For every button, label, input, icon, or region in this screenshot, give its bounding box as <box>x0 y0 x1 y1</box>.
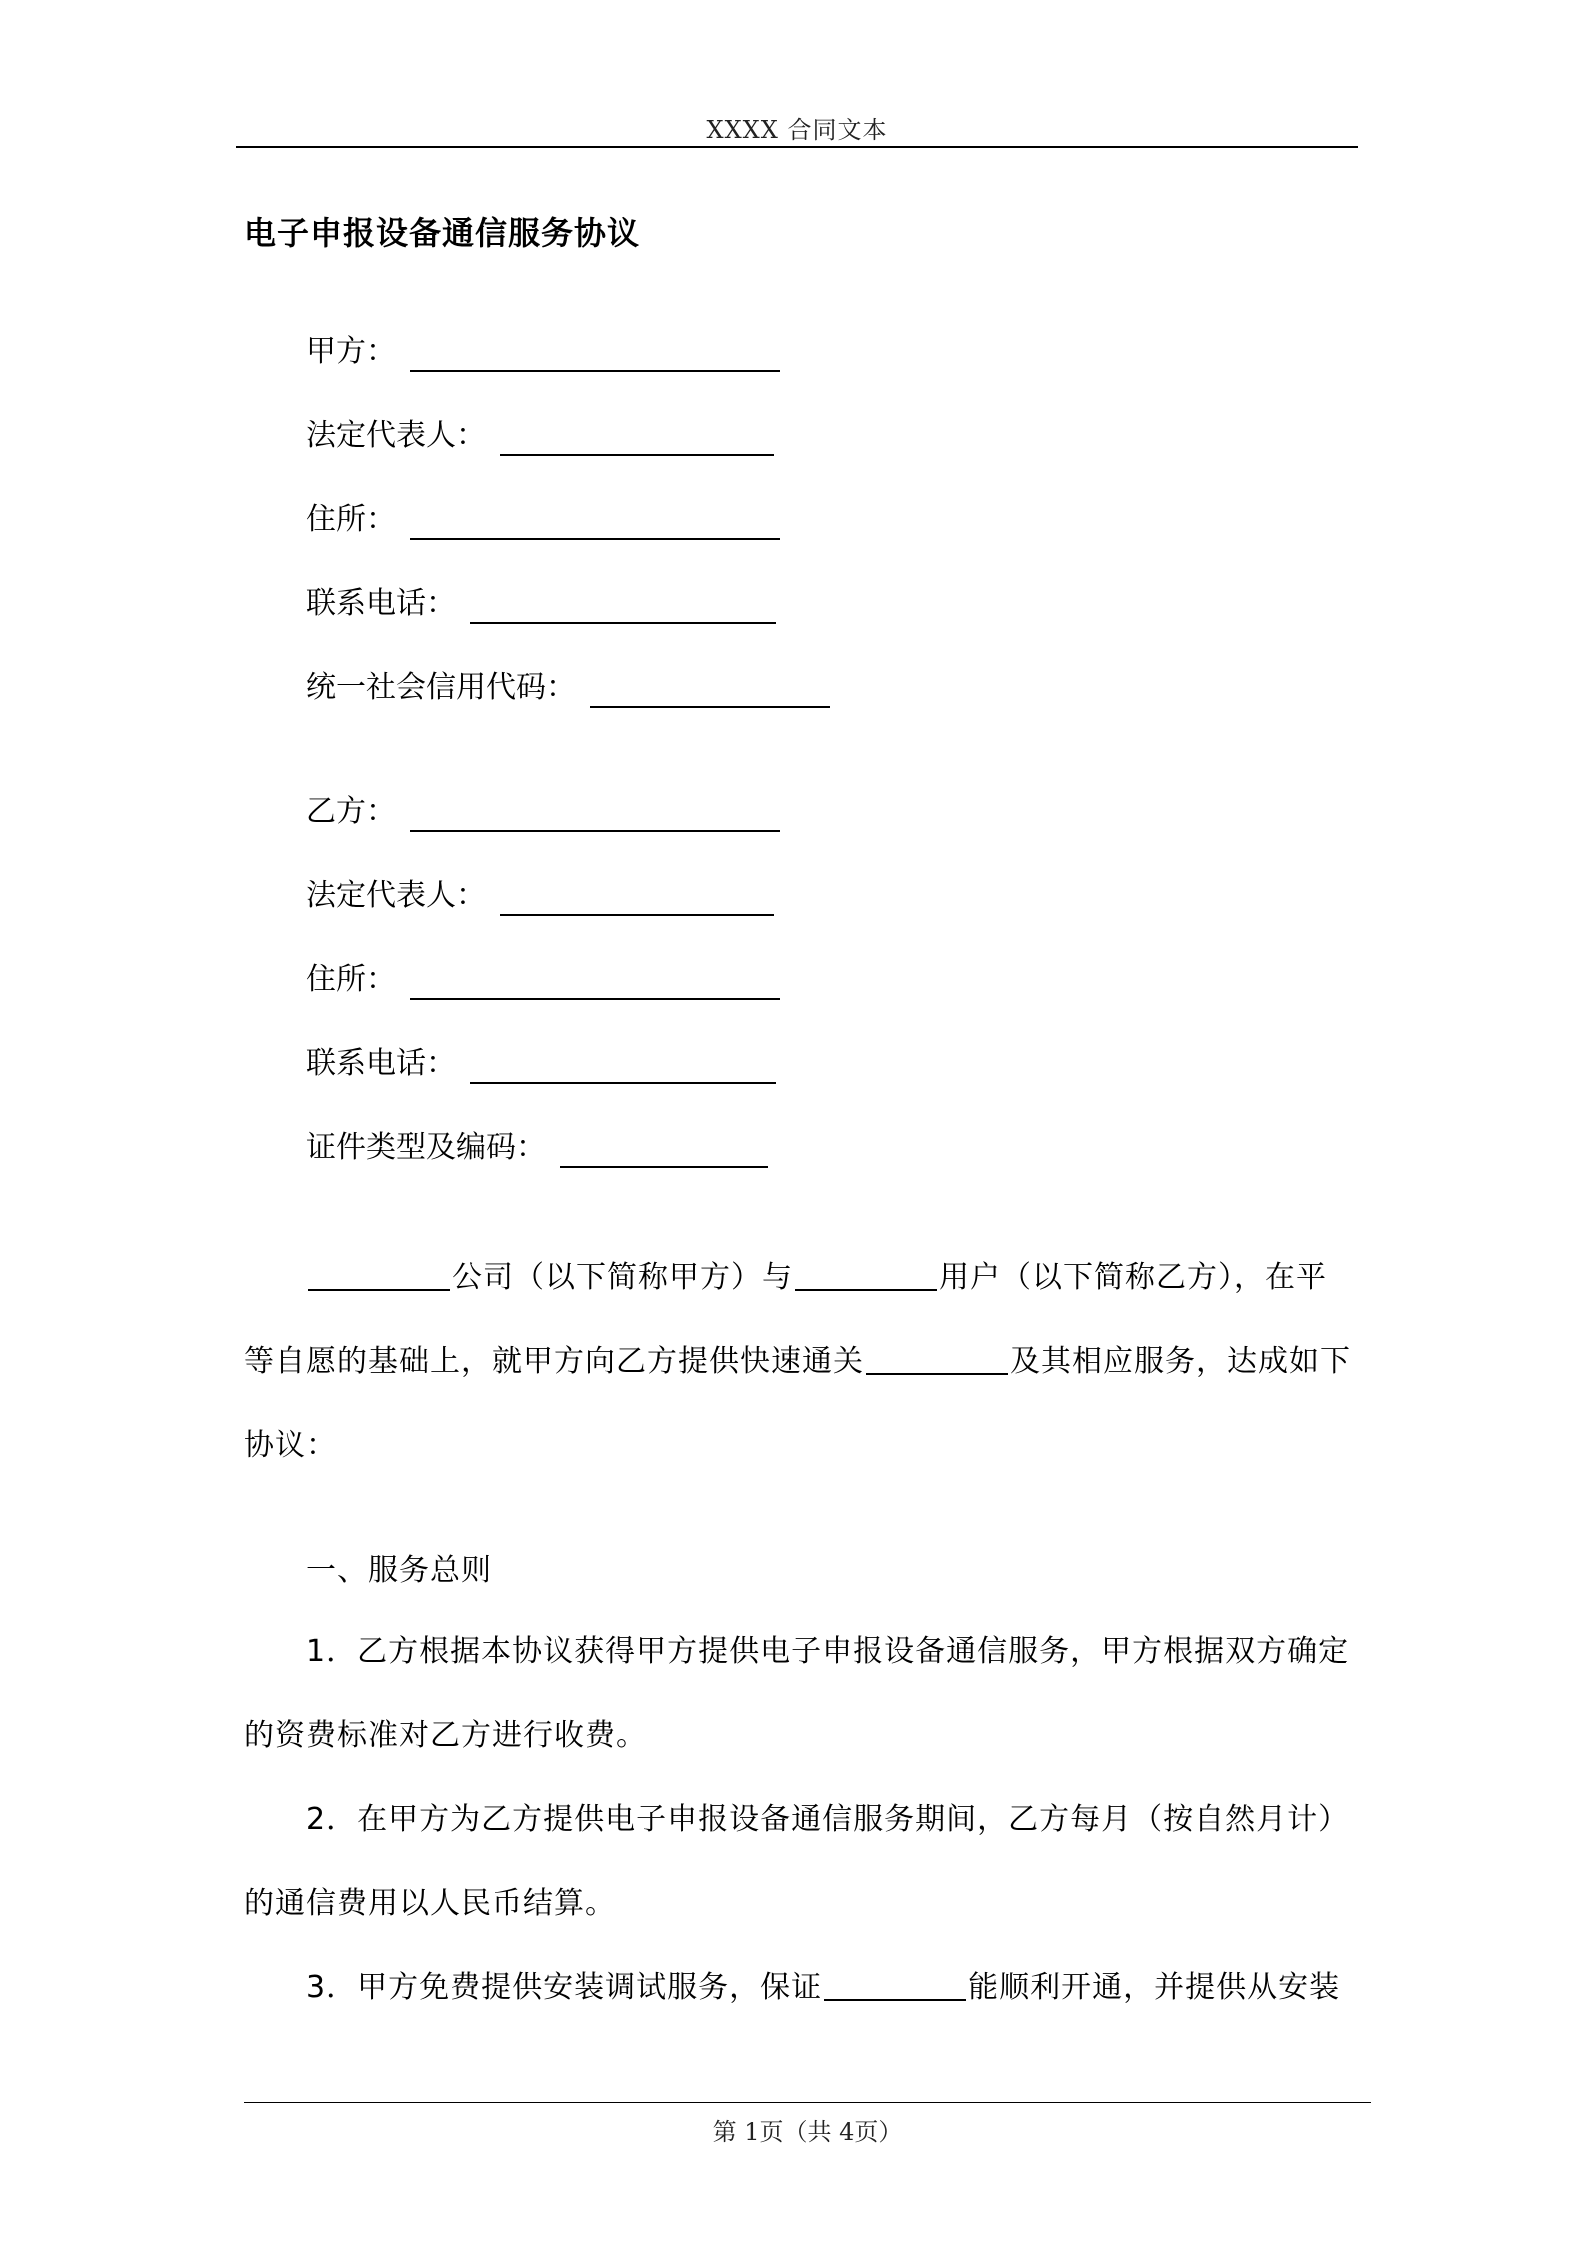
party-a-phone-label: 联系电话： <box>306 586 456 621</box>
party-a-rep-blank[interactable] <box>500 416 774 456</box>
intro-seg3: 及其相应服务，达成如下协议： <box>244 1344 1351 1463</box>
party-b-id-blank[interactable] <box>560 1128 768 1168</box>
intro-seg1: 公司（以下简称甲方）与 <box>452 1260 793 1295</box>
party-b-address-field <box>306 954 780 1000</box>
party-a-address-field <box>306 494 780 540</box>
clause-2 <box>244 1778 1354 1946</box>
party-a-credit-code-field <box>306 662 830 708</box>
party-a-rep-field <box>306 410 774 456</box>
clause-3 <box>244 1946 1354 2030</box>
company-blank[interactable] <box>308 1259 450 1291</box>
party-b-rep-blank[interactable] <box>500 876 774 916</box>
party-a-rep-label: 法定代表人： <box>306 418 486 453</box>
party-a-name-blank[interactable] <box>410 332 780 372</box>
party-b-phone-blank[interactable] <box>470 1044 776 1084</box>
clause-2-text: 2．在甲方为乙方提供电子申报设备通信服务期间，乙方每月（按自然月计）的通信费用以人民币结算。 <box>244 1802 1350 1921</box>
party-b-rep-field <box>306 870 774 916</box>
service-blank[interactable] <box>866 1343 1008 1375</box>
section-heading: 一、服务总则 <box>306 1553 492 1588</box>
party-a-name-field <box>306 326 780 372</box>
party-a-credit-code-label: 统一社会信用代码： <box>306 670 576 705</box>
intro-paragraph <box>244 1236 1354 1488</box>
user-blank[interactable] <box>795 1259 937 1291</box>
party-b-phone-field <box>306 1038 776 1084</box>
party-b-id-label: 证件类型及编码： <box>306 1130 546 1165</box>
party-b-address-blank[interactable] <box>410 960 780 1000</box>
document-title: 电子申报设备通信服务协议 <box>244 214 641 252</box>
party-a-name-label: 甲方： <box>306 334 396 369</box>
party-b-name-blank[interactable] <box>410 792 780 832</box>
party-b-address-label: 住所： <box>306 962 396 997</box>
party-a-address-blank[interactable] <box>410 500 780 540</box>
party-b-name-field <box>306 786 780 832</box>
clause-1-text: 1．乙方根据本协议获得甲方提供电子申报设备通信服务，甲方根据双方确定的资费标准对乙方进行收费。 <box>244 1634 1350 1753</box>
clause-3-text-a: 3．甲方免费提供安装调试服务，保证 <box>306 1970 823 2005</box>
page-header: XXXX 合同文本 <box>706 116 888 144</box>
party-b-id-field <box>306 1122 768 1168</box>
header-rule <box>236 146 1358 148</box>
party-b-rep-label: 法定代表人： <box>306 878 486 913</box>
party-b-name-label: 乙方： <box>306 794 396 829</box>
intro-seg2: 用户（以下简称乙方），在平等自愿的基础上，就甲方向乙方提供快速通关 <box>244 1260 1327 1379</box>
party-a-address-label: 住所： <box>306 502 396 537</box>
clause-3-text-b: 能顺利开通，并提供从安装 <box>968 1970 1341 2005</box>
clause-1 <box>244 1610 1354 1778</box>
clause-3-blank[interactable] <box>824 1969 966 2001</box>
footer-rule <box>244 2102 1371 2103</box>
party-a-phone-field <box>306 578 776 624</box>
party-a-phone-blank[interactable] <box>470 584 776 624</box>
page-footer: 第 1页（共 4页） <box>712 2118 903 2146</box>
party-b-phone-label: 联系电话： <box>306 1046 456 1081</box>
party-a-credit-code-blank[interactable] <box>590 668 830 708</box>
